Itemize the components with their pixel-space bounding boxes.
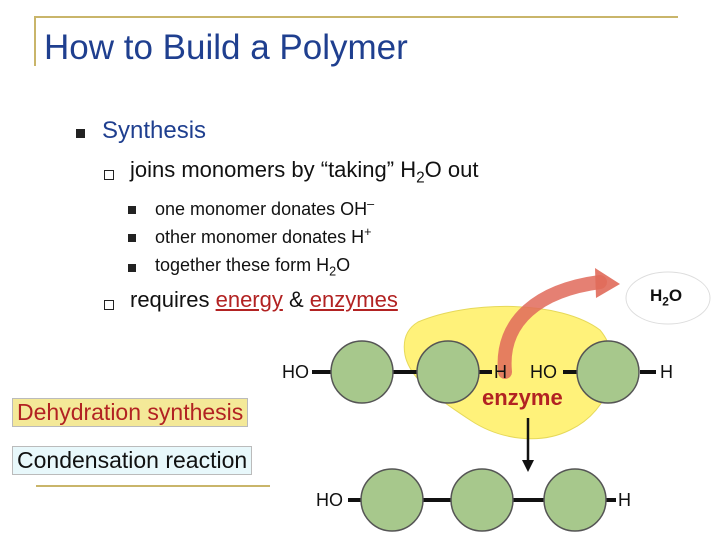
dehydration-synthesis-label: Dehydration synthesis: [12, 398, 248, 427]
page-title: How to Build a Polymer: [44, 28, 408, 67]
h2o-label: $H_2O$: [650, 286, 683, 309]
monomer-bottom-3: [544, 469, 606, 531]
bullet-joins-monomers: joins monomers by “taking” $H_2O$ out: [130, 157, 479, 187]
monomer-bottom-1: [361, 469, 423, 531]
enzyme-label: enzyme: [482, 385, 563, 410]
monomer-top-3: [577, 341, 639, 403]
bullet-together-form: together these form $H_2O$: [155, 255, 351, 279]
label-ho-top-left: HO: [282, 362, 309, 382]
monomer-bottom-2: [451, 469, 513, 531]
label-ho-bottom: HO: [316, 490, 343, 510]
bullet-requires: requires energy & enzymes: [130, 287, 398, 312]
label-h-top-right: H: [660, 362, 673, 382]
condensation-reaction-label: Condensation reaction: [12, 446, 252, 475]
bullet-synthesis: Synthesis: [102, 117, 207, 144]
monomer-top-1: [331, 341, 393, 403]
monomer-top-2: [417, 341, 479, 403]
release-arrowhead: [595, 268, 620, 298]
label-ho-top-mid: HO: [530, 362, 557, 382]
label-h-bottom: H: [618, 490, 631, 510]
label-h-top-mid: H: [494, 362, 507, 382]
bullet-other-monomer: other monomer donates H+: [155, 225, 372, 247]
bullet-one-monomer: one monomer donates OH–: [155, 197, 375, 219]
